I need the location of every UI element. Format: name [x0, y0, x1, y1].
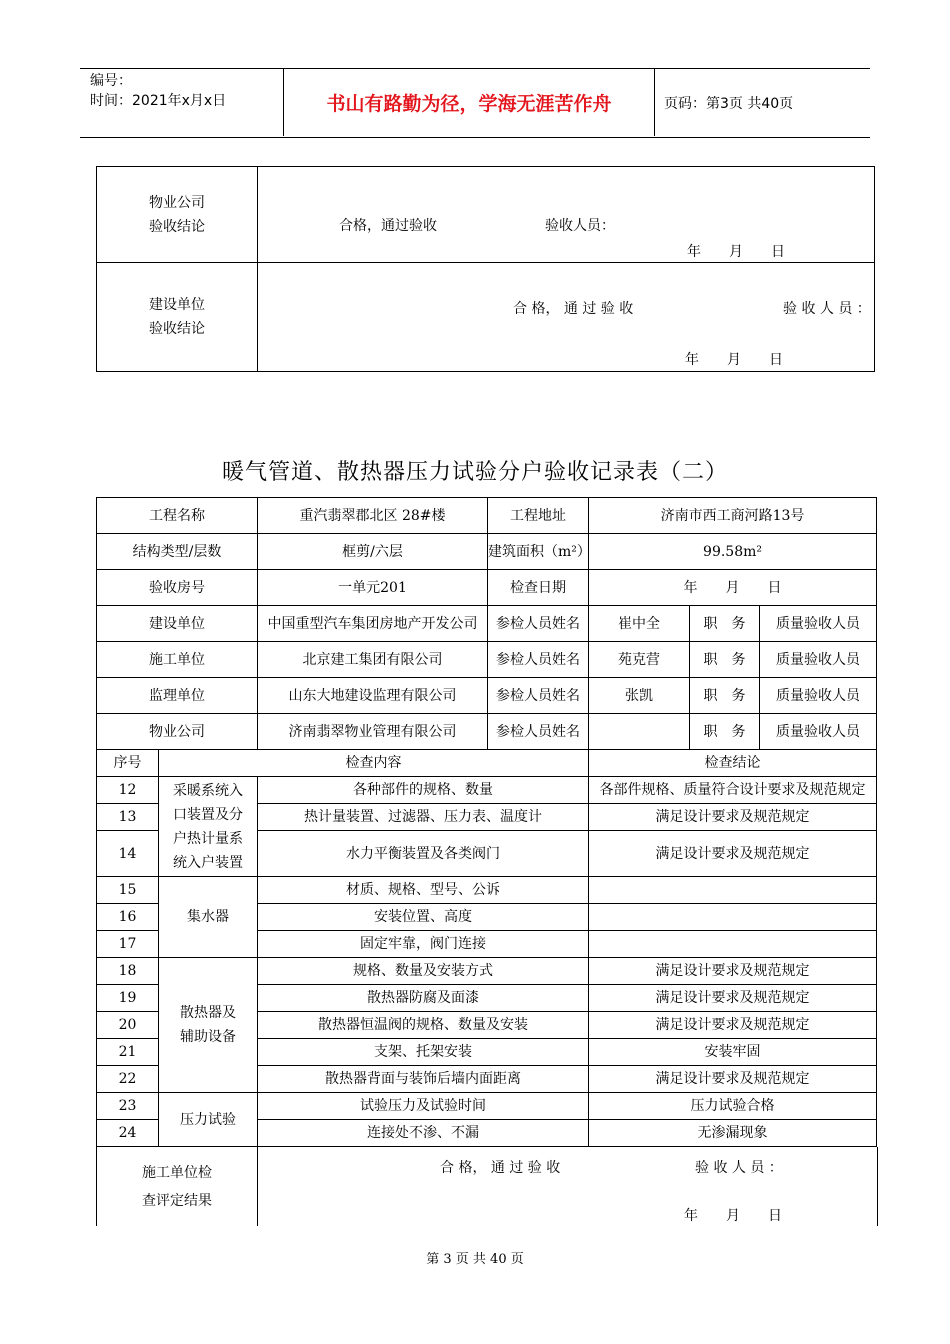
item-content: 热计量装置、过滤器、压力表、温度计: [258, 804, 589, 831]
table-row: [97, 877, 877, 904]
party-company: 中国重型汽车集团房地产开发公司: [258, 606, 488, 642]
check-date-label: 检查日期: [488, 570, 589, 606]
party-role: 物业公司: [97, 714, 258, 750]
group-label-line: 散热器及: [180, 1005, 236, 1021]
item-content: 试验压力及试验时间: [258, 1093, 589, 1120]
structure-label: 结构类型/层数: [97, 534, 258, 570]
property-label-line2: 验收结论: [149, 218, 205, 235]
party-duty-label: 职 务: [690, 678, 760, 714]
header-meta: [90, 71, 226, 111]
party-company: 山东大地建设监理有限公司: [258, 678, 488, 714]
item-no: 23: [97, 1093, 159, 1120]
group-label-collector: 集水器: [159, 877, 258, 958]
item-no: 19: [97, 985, 159, 1012]
group-label-pressure: 压力试验: [159, 1093, 258, 1147]
owner-acceptance-row: [97, 263, 874, 371]
owner-label: [97, 263, 258, 371]
page-header: [80, 68, 870, 138]
group-label-radiator: [159, 958, 258, 1093]
header-motto: 书山有路勤为径，学海无涯苦作舟: [283, 69, 655, 136]
party-row: [97, 714, 877, 750]
item-no: 18: [97, 958, 159, 985]
party-person: 崔中全: [589, 606, 690, 642]
item-content: 支架、托架安装: [258, 1039, 589, 1066]
room-label: 验收房号: [97, 570, 258, 606]
party-role: 施工单位: [97, 642, 258, 678]
info-row-room: [97, 570, 877, 606]
party-row: [97, 642, 877, 678]
page-number-label: 页码：第3页 共40页: [664, 96, 794, 112]
final-result-cell: [258, 1147, 877, 1227]
owner-result: 合 格， 通 过 验 收: [513, 301, 634, 317]
check-date-value: 年 月 日: [589, 570, 877, 606]
item-content: 安装位置、高度: [258, 904, 589, 931]
item-result: 压力试验合格: [589, 1093, 877, 1120]
item-result: [589, 931, 877, 958]
item-no: 17: [97, 931, 159, 958]
project-name-label: 工程名称: [97, 498, 258, 534]
content-header: 检查内容: [159, 750, 589, 777]
party-role: 建设单位: [97, 606, 258, 642]
party-duty-label: 职 务: [690, 642, 760, 678]
party-person: [589, 714, 690, 750]
project-address-label: 工程地址: [488, 498, 589, 534]
property-label-line1: 物业公司: [149, 194, 205, 211]
page-footer: 第 3 页 共 40 页: [426, 1252, 524, 1267]
owner-label-line2: 验收结论: [149, 321, 205, 337]
property-acceptance-row: [97, 167, 874, 263]
check-header-row: [97, 750, 877, 777]
party-person: 苑克营: [589, 642, 690, 678]
item-content: 水力平衡装置及各类阀门: [258, 831, 589, 877]
item-content: 各种部件的规格、数量: [258, 777, 589, 804]
item-content: 固定牢靠，阀门连接: [258, 931, 589, 958]
item-no: 24: [97, 1120, 159, 1147]
party-row: [97, 606, 877, 642]
final-label-line1: 施工单位检: [142, 1164, 212, 1181]
property-result: 合格，通过验收: [339, 218, 437, 234]
owner-inspector: 验 收 人 员 ：: [783, 301, 871, 317]
table-row: [97, 958, 877, 985]
item-result: 满足设计要求及规范规定: [589, 804, 877, 831]
item-no: 21: [97, 1039, 159, 1066]
party-role: 监理单位: [97, 678, 258, 714]
item-no: 16: [97, 904, 159, 931]
group-label-line: 口装置及分: [173, 806, 243, 823]
table-row: [97, 1093, 877, 1120]
party-person-label: 参检人员姓名: [488, 642, 589, 678]
item-result: 无渗漏现象: [589, 1120, 877, 1147]
item-no: 22: [97, 1066, 159, 1093]
group-label-line: 辅助设备: [180, 1029, 236, 1045]
final-result: 合 格， 通 过 验 收: [440, 1160, 561, 1176]
acceptance-conclusion-table: [96, 166, 875, 372]
item-no: 13: [97, 804, 159, 831]
item-no: 20: [97, 1012, 159, 1039]
seq-header: 序号: [97, 750, 159, 777]
result-header: 检查结论: [589, 750, 877, 777]
item-result: 安装牢固: [589, 1039, 877, 1066]
owner-label-line1: 建设单位: [149, 297, 205, 313]
party-company: 北京建工集团有限公司: [258, 642, 488, 678]
final-date: 年 月 日: [684, 1208, 782, 1224]
item-result: [589, 877, 877, 904]
final-label: [97, 1147, 258, 1227]
party-person-label: 参检人员姓名: [488, 678, 589, 714]
item-result: [589, 904, 877, 931]
party-duty: 质量验收人员: [760, 642, 877, 678]
item-content: 规格、数量及安装方式: [258, 958, 589, 985]
final-label-line2: 查评定结果: [142, 1192, 212, 1209]
info-row-project: [97, 498, 877, 534]
form-title: 暖气管道、散热器压力试验分户验收记录表（二）: [221, 460, 728, 485]
item-result: 满足设计要求及规范规定: [589, 1066, 877, 1093]
party-duty-label: 职 务: [690, 606, 760, 642]
item-result: 满足设计要求及规范规定: [589, 831, 877, 877]
party-duty-label: 职 务: [690, 714, 760, 750]
project-name: 重汽翡翠郡北区 28#楼: [258, 498, 488, 534]
item-no: 15: [97, 877, 159, 904]
area-value: 99.58m²: [589, 534, 877, 570]
property-label: [97, 167, 258, 262]
area-label: 建筑面积（m²）: [488, 534, 589, 570]
item-content: 散热器恒温阀的规格、数量及安装: [258, 1012, 589, 1039]
time-label: 时间：2021年x月x日: [90, 93, 227, 109]
property-date: 年 月 日: [687, 244, 785, 260]
item-result: 各部件规格、质量符合设计要求及规范规定: [589, 777, 877, 804]
final-right-border: [877, 1147, 878, 1226]
inspection-table: [96, 497, 877, 1226]
party-duty: 质量验收人员: [760, 678, 877, 714]
item-content: 材质、规格、型号、公诉: [258, 877, 589, 904]
item-no: 14: [97, 831, 159, 877]
party-person-label: 参检人员姓名: [488, 714, 589, 750]
group-label-line: 采暖系统入: [173, 782, 243, 799]
party-person-label: 参检人员姓名: [488, 606, 589, 642]
group-label-line: 户热计量系: [173, 830, 243, 847]
item-result: 满足设计要求及规范规定: [589, 985, 877, 1012]
group-label-line: 统入户装置: [173, 854, 243, 871]
structure-value: 框剪/六层: [258, 534, 488, 570]
room-value: 一单元201: [258, 570, 488, 606]
project-address: 济南市西工商河路13号: [589, 498, 877, 534]
item-content: 散热器背面与装饰后墙内面距离: [258, 1066, 589, 1093]
number-label: 编号：: [90, 73, 132, 89]
group-label-inlet: [159, 777, 258, 877]
party-person: 张凯: [589, 678, 690, 714]
final-assessment-row: [97, 1147, 877, 1227]
property-inspector: 验收人员：: [545, 218, 615, 234]
item-content: 散热器防腐及面漆: [258, 985, 589, 1012]
party-duty: 质量验收人员: [760, 606, 877, 642]
party-company: 济南翡翠物业管理有限公司: [258, 714, 488, 750]
item-content: 连接处不渗、不漏: [258, 1120, 589, 1147]
final-inspector: 验 收 人 员 ：: [695, 1160, 783, 1176]
owner-date: 年 月 日: [685, 352, 783, 368]
item-result: 满足设计要求及规范规定: [589, 1012, 877, 1039]
table-row: [97, 777, 877, 804]
party-row: [97, 678, 877, 714]
item-result: 满足设计要求及规范规定: [589, 958, 877, 985]
party-duty: 质量验收人员: [760, 714, 877, 750]
info-row-structure: [97, 534, 877, 570]
item-no: 12: [97, 777, 159, 804]
